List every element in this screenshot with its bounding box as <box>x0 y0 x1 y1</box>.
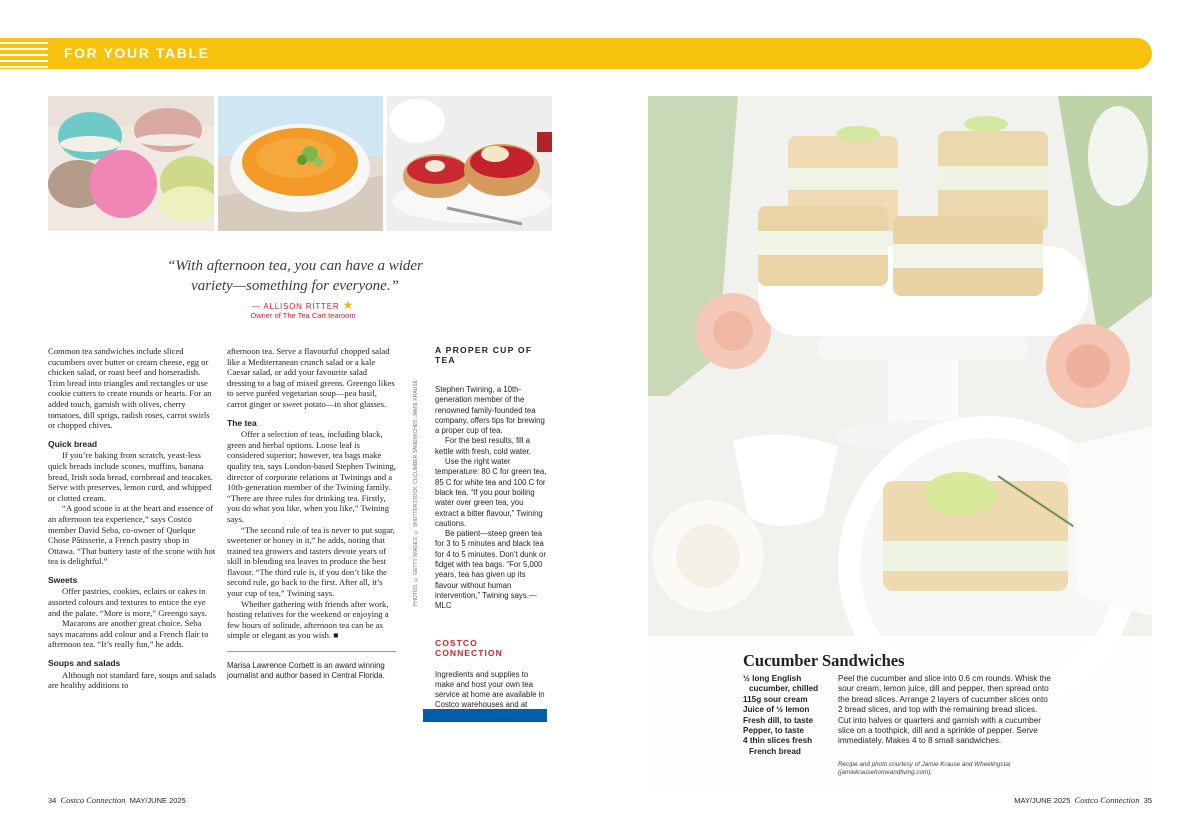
macarons-photo <box>48 96 214 231</box>
sidebar-tip: Use the right water temperature: 80 C for green tea, 85 C for white tea and 100 C for black tea. “If you pour boiling water over green tea, you extract a bitter flavour,” Twining cautions. <box>435 457 547 528</box>
article-paragraph: Macarons are another great choice. Seba says macarons add colour and a French flair to afternoon tea. “It’s really fun,” he adds. <box>48 618 209 650</box>
ingredient: Fresh dill, to taste <box>743 715 814 725</box>
article-paragraph: Common tea sandwiches include sliced cucumbers over butter or cream cheese, egg or chicken salad, or roast beef and horseradish. Trim bread into triangles and rectangles or use cookie cutters to create rounds or hearts. For an added touch, garnish with olives, cherry tomatoes, dill sprigs, radish roses, carrot swirls or chopped chives. <box>48 346 212 431</box>
ingredient: Juice of ½ lemon <box>743 705 810 715</box>
ingredient: ½ long English <box>743 674 802 683</box>
sidebar-title: A PROPER CUP OF TEA <box>435 345 533 365</box>
article-paragraph: Offer pastries, cookies, eclairs or cakes in assorted colours and textures to entice the eye and the palate. “More is more,” Greengo says. <box>48 586 207 618</box>
quote-author-role: Owner of The Tea Cart tearoom <box>250 311 356 320</box>
ingredient: Pepper, to taste <box>743 726 804 736</box>
quote-attribution <box>218 298 388 312</box>
recipe-method: Peel the cucumber and slice into 0.6 cm rounds. Whisk the sour cream, lemon juice, dill and pepper, then spread onto the bread slices. Arrange 2 layers of cucumber slices onto 2 bread slices, and top with the remaining bread slices. Cut into halves or quarters and garnish with a cucumber slice on a toothpick, dill and a sprinkle of pepper. Serve immediately. Makes 4 to 8 small sandwiches. <box>838 674 1051 746</box>
recipe-credit: Recipe and photo courtesy of Jamie Krause and Wheelingstar (jamiekrausehomeandliving.com). <box>838 761 1011 776</box>
article-paragraph: afternoon tea. Serve a flavourful chopped salad like a Mediterranean crunch salad or a kale Caesar salad, or add your favourite salad dressing to a bag of mixed greens. Greengo likes to serve puréed vegetarian soup—pea basil, carrot ginger or sweet potato—in shot glasses. <box>227 346 395 409</box>
subheading-soups-salads: Soups and salads <box>48 658 121 669</box>
article-paragraph: Whether gathering with friends after work, hosting relatives for the weekend or enjoying a few hours of solitude, afternoon tea can be as simple or elegant as you wish. ■ <box>227 598 389 641</box>
subheading-sweets: Sweets <box>48 574 78 585</box>
page-number-right: 35 <box>1143 796 1152 805</box>
footer-left <box>48 795 186 805</box>
issue-date-right: MAY/JUNE 2025 <box>1014 796 1071 805</box>
page-number-left: 34 <box>48 796 57 805</box>
article-paragraph: “A good scone is at the heart and essence of an afternoon tea experience,” says Costco member David Seba, co-owner of Quelque Chose Pâtisserie, a French pastry shop in Ottawa. “That buttery taste of the scone with hot tea is delightful.” <box>48 503 216 567</box>
costco-connection-text: Ingredients and supplies to make and host your own tea service at home are available in Costco warehouses and at <box>435 669 545 710</box>
quote-author: — ALLISON RITTER <box>251 302 340 311</box>
issue-date-left: MAY/JUNE 2025 <box>129 796 186 805</box>
scones-photo <box>387 96 552 231</box>
article-column-2 <box>227 346 396 776</box>
article-paragraph: “The second rule of tea is never to put sugar, sweetener or honey in it,” he adds, noting that trained tea growers and tasters devote years of skill in blending tea leaves to produce the best flavour. “The third rule is, if you don’t like the second rule, go back to the first. After all, it’s your cup of tea,” Twining says. <box>227 524 395 599</box>
ingredient: 115g sour cream <box>743 694 808 704</box>
header-stripes <box>0 38 48 69</box>
photo-credit: PHOTOS: © GETTY IMAGES; © SHUTTERSTOCK; CUCUMBER SANDWICHES: JAMIE KRAUSE <box>413 380 419 606</box>
footer-right <box>1014 795 1152 805</box>
ingredient: cucumber, chilled <box>749 684 819 694</box>
section-title: FOR YOUR TABLE <box>64 45 210 61</box>
article-paragraph: Offer a selection of teas, including black, green and herbal options. Loose leaf is considered superior; however, tea bags make quality tea, says London-based Stephen Twining, director of corporate relations at Twinings and a 10th-generation member of the Twining family. “There are three rules for drinking tea. Firstly, you do what you like, when you like,” Twining says. <box>227 429 396 524</box>
publication-name-right: Costco Connection <box>1074 795 1140 805</box>
sidebar-tip: Be patient—steep green tea for 3 to 5 minutes and black tea for 4 to 5 minutes. Don’t dunk or fidget with tea bags. “For 5,000 years, tea has given up its flavour without human intervention,” Twining says.—MLC <box>435 529 546 611</box>
publication-name-left: Costco Connection <box>60 795 126 805</box>
tea-tips-sidebar <box>435 345 547 721</box>
sidebar-intro: Stephen Twining, a 10th-generation member of the renowned family-founded tea company, offers tips for brewing a proper cup of tea. <box>435 385 545 436</box>
recipe-title: Cucumber Sandwiches <box>743 651 905 670</box>
pull-quote: “With afternoon tea, you can have a wider variety—something for everyone.” <box>167 258 423 294</box>
article-paragraph: Although not standard fare, soups and salads are healthy additions to <box>48 669 216 691</box>
ingredient: French bread <box>749 746 801 756</box>
star-icon: ★ <box>342 298 355 312</box>
sidebar-blue-bar <box>423 709 547 722</box>
article-paragraph: If you’re baking from scratch, yeast-less quick breads include scones, muffins, banana bread, Irish soda bread, cornbread and teacakes. Serve with preserves, lemon curd, and whipped or clotted cream. <box>48 450 213 503</box>
article-column-1 <box>48 346 216 776</box>
soup-photo <box>218 96 383 231</box>
sidebar-tip: For the best results, fill a kettle with fresh, cold water. <box>435 436 531 456</box>
costco-connection-title: COSTCO CONNECTION <box>435 637 503 658</box>
author-byline: Marisa Lawrence Corbett is an award winning journalist and author based in Central Florida. <box>227 651 396 681</box>
subheading-the-tea: The tea <box>227 417 257 428</box>
recipe-ingredients <box>743 674 833 757</box>
subheading-quick-bread: Quick bread <box>48 438 98 449</box>
ingredient: 4 thin slices fresh <box>743 736 813 746</box>
